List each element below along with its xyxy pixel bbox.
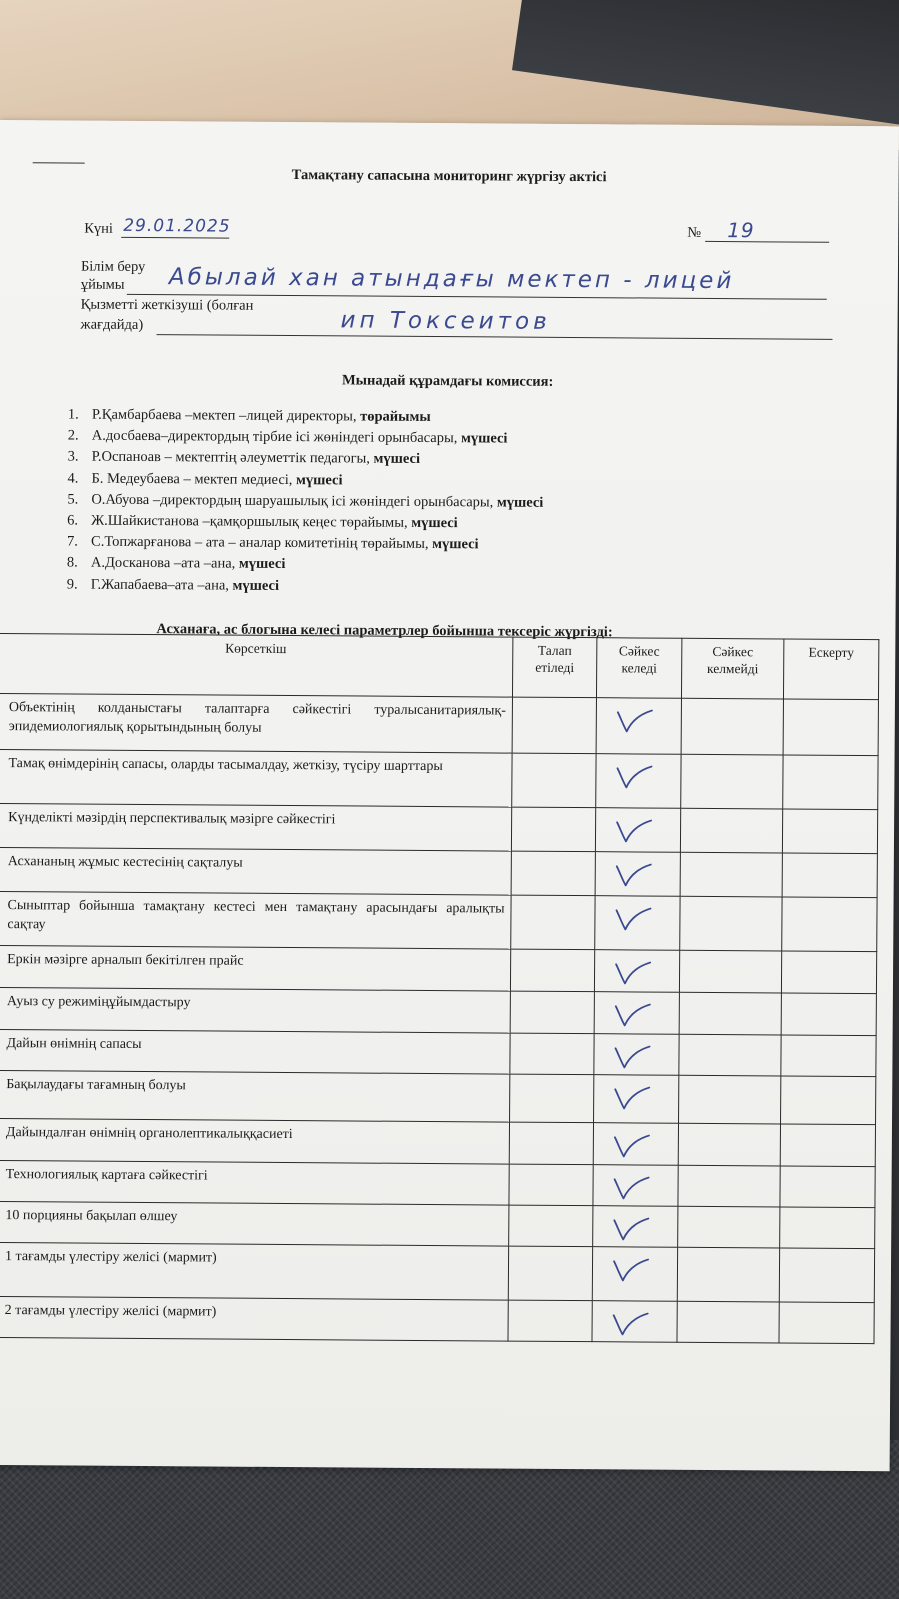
commission-member: 7. С.Топжарғанова – ата – аналар комитетінің төрайымы, мүшесі <box>67 533 479 553</box>
check-mark-icon <box>592 1301 677 1343</box>
header-note: Ескерту <box>783 639 878 700</box>
check-mark-icon <box>593 1165 678 1207</box>
header-noncompliant: Сәйкес келмейді <box>681 638 783 699</box>
check-mark-icon <box>594 992 679 1035</box>
commission-member: 6. Ж.Шайкистанова –қамқоршылық кеңес төрайымы, мүшесі <box>67 512 458 532</box>
date-line <box>121 237 229 239</box>
table-row: Ауыз су режиміңұйымдастыру <box>0 987 876 1035</box>
commission-member: 5. О.Абуова –директордың шаруашылық ісі жөніндегі орынбасары, мүшесі <box>67 491 544 511</box>
commission-member: 1. Р.Қамбарбаева –мектеп –лицей директоры, төрайымы <box>67 406 431 426</box>
check-mark-icon <box>595 852 680 897</box>
date-label: Күні <box>84 220 114 237</box>
number-line <box>705 241 829 243</box>
check-mark-icon <box>592 1247 677 1302</box>
table-row: Тамақ өнімдерінің сапасы, оларды тасымалдау, жеткізу, түсіру шарттары <box>0 750 878 810</box>
school-label-1: Білім беру <box>80 258 146 276</box>
document-title: Тамақтану сапасына мониторинг жүргізу актісі <box>291 167 607 186</box>
table-row: Бақылаудағы тағамның болуы <box>0 1070 876 1124</box>
provider-value: ип Токсеитов <box>340 307 551 335</box>
number-label: № <box>687 224 702 241</box>
commission-member: 8. А.Досканова –ата –ана, мүшесі <box>66 554 286 573</box>
school-value: Абылай хан атындағы мектеп - лицей <box>168 264 735 295</box>
table-row: Күнделікті мәзірдің перспективалық мәзірге сәйкестігі <box>0 804 878 854</box>
header-indicator: Көрсеткіш <box>0 634 513 698</box>
header-required: Талап етіледі <box>512 637 596 698</box>
header-compliant: Сәйкес келеді <box>596 638 681 699</box>
commission-member: 9. Г.Жапабаева–ата –ана, мүшесі <box>66 575 280 594</box>
table-row: 1 тағамды үлестіру желісі (мармит) <box>0 1242 875 1302</box>
check-mark-icon <box>594 1034 679 1076</box>
table-row: 2 тағамды үлестіру желісі (мармит) <box>0 1296 874 1343</box>
school-label-2: ұйымы <box>80 276 125 293</box>
check-mark-icon <box>596 698 681 755</box>
table-row: 10 порцияны бақылап өлшеу <box>0 1201 875 1248</box>
inspection-table <box>0 633 879 1344</box>
date-value: 29.01.2025 <box>123 215 231 237</box>
table-row: Сыныптар бойынша тамақтану кестесі мен тамақтану арасындағы аралықты сақтау <box>0 891 877 951</box>
table-header-row <box>0 634 879 700</box>
check-mark-icon <box>596 754 681 809</box>
table-row: Дайындалған өнімнің органолептикалыққасиеті <box>0 1118 876 1166</box>
commission-member: 3. Р.Оспаноав – мектептің әлеуметтік педагогы, мүшесі <box>67 448 421 468</box>
table-row: Дайын өнімнің сапасы <box>0 1029 876 1076</box>
check-mark-icon <box>595 896 680 951</box>
provider-label-1: Қызметті жеткізуші (болған <box>80 296 254 314</box>
table-row: Объектінің колданыстағы талаптарға сәйкестігі туралысанитариялық-эпидемиологиялық қорытындының болуы <box>0 694 878 756</box>
check-mark-icon <box>593 1206 678 1248</box>
commission-member: 2. А.досбаева–директордың тірбие ісі жөніндегі орынбасары, мүшесі <box>67 427 508 447</box>
commission-member: 4. Б. Медеубаева – мектеп медиесі, мүшесі <box>67 470 343 488</box>
check-mark-icon <box>594 1075 679 1124</box>
check-mark-icon <box>594 950 679 993</box>
commission-title: Мынадай құрамдағы комиссия: <box>341 372 554 390</box>
document-sheet <box>0 120 899 1471</box>
provider-label-2: жағдайда) <box>80 316 144 334</box>
table-caption: Асханаға, ас блогына келесі параметрлер бойынша тексеріс жүргізді: <box>156 621 613 641</box>
table-row: Асхананың жұмыс кестесінің сақталуы <box>0 847 877 897</box>
check-mark-icon <box>595 808 680 853</box>
table-row: Еркін мәзірге арналып бекітілген прайс <box>0 945 877 993</box>
commission-list <box>67 404 544 598</box>
corner-dash <box>33 162 85 163</box>
check-mark-icon <box>593 1123 678 1166</box>
provider-line <box>157 334 833 340</box>
number-value: 19 <box>727 218 755 243</box>
table-row: Технологиялық картаға сәйкестігі <box>0 1160 875 1207</box>
